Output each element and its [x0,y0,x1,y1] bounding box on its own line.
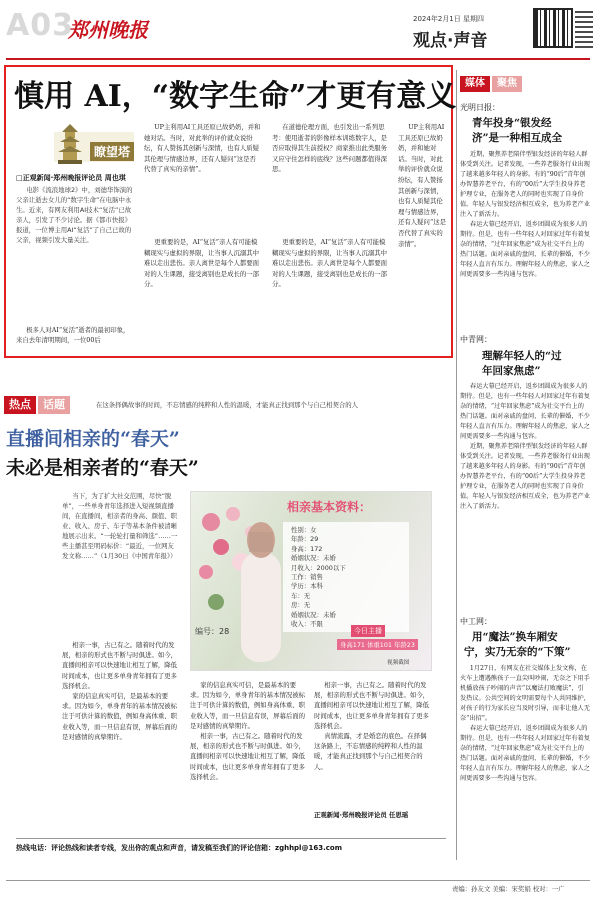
card-field: 房：无 [291,601,311,610]
card-stats: 身高171 体重101 年龄23 [337,639,418,650]
hot-headline-1: 直播间相亲的“春天” [6,428,180,450]
hot-ticker: 在这条择偶故事的时间，不忘情感的纯粹和人性的温暖，才能真正找到那个与自己相契合的人 [96,401,359,409]
hot-col-a-text-2: 家的信息真实可信，是最基本的要求。因为如今，单身青年的基本情况被标注于可供计算的数值，例如身高体重、职业收入等，而一旦信息有误，屏幕后面的是对感情的真挚期许。 [62,692,178,741]
sidebar-head-3b: 宁，实乃无奈的“下策” [464,646,571,658]
lead-col-2 [144,122,262,175]
column-name: 瞭望塔 [90,142,134,161]
card-field: 性别：女 [291,526,317,534]
card-field: 婚姻状况：未婚 [291,610,336,619]
hot-col-c-text: 相亲一事，古已有之。随着时代的发展，相亲的形式也不断与时俱进。如今，直播间相亲可以快速地让相互了解，降低时间成本，也让更多单身青年拥有了更多选择机会。 [314,681,430,730]
hot-col-b-text-2: 相亲一事，古已有之。随着时代的发展，相亲的形式也不断与时俱进。如今，直播间相亲可以快速地让相互了解，降低时间成本，也让更多单身青年拥有了更多选择机会。 [190,732,306,781]
card-field: 身高：172 [291,544,323,553]
hot-col-c [314,680,432,772]
qr-code-2 [575,8,593,48]
qr-code [533,8,573,48]
sidebar-divider [456,70,457,860]
card-title: 相亲基本资料： [287,500,372,514]
footer-hotline: 热线电话：评论热线和读者专线，发出你的观点和声音，请发稿至我们的评论信箱：zghhpl@163.com [16,838,446,853]
sidebar-body-1 [460,150,590,280]
page-code: A03 [6,8,74,43]
card-number: 编号：28 [195,627,230,636]
source-2: 中青网： [460,335,492,344]
lead-col-6 [398,122,448,249]
lead-article [4,65,457,358]
sidebar-body-1-text-2: 春运大幕已经开启，返乡团圆成为很多人的期待。但是，也有一些年轻人对回家过年有着复杂的情绪，“过年回家焦虑”成为社交平台上的热门话题。面对亲戚的盘问、长辈的催婚，不少年轻人直言有压力。理解年轻人的焦虑，家人之间更需要多一些沟通与包容。 [460,221,590,278]
media-tag-right: 聚焦 [492,76,522,92]
hot-col-a-text: 相亲一事，古已有之。随着时代的发展，相亲的形式也不断与时俱进。如今，直播间相亲可以快速地让相互了解，降低时间成本，也让更多单身青年拥有了更多选择机会。 [62,641,178,690]
card-field: 婚姻状况：未婚 [291,554,336,563]
issue-date: 2024年2月1日 星期四 [413,15,484,23]
masthead-rule [6,58,590,60]
live-host-label: 今日主播 [351,625,385,637]
sidebar-body-3-text: 1月27日，有网友在社交媒体上发文称，在火车上遭遇熊孩子一直尖叫吵闹，无奈之下用手机播放孩子吵闹的声音“以魔法打败魔法”，引发热议。公共空间的文明需要每个人共同维护，对孩子的行为家长应当及时引导，而非让他人无奈“出招”。 [460,665,590,722]
sidebar-head-2a: 理解年轻人的“过 [482,350,562,362]
photo-credit: 视频截图 [387,660,410,666]
card-field: 车：无 [291,591,311,600]
hot-tag-left: 热点 [4,396,36,414]
card-field: 月收入：2000以下 [291,563,346,572]
hot-col-c-text-2: 真情流露，才是婚恋的底色。在择偶这条路上，不忘情感的纯粹和人性的温暖，才能真正找到那个与自己相契合的人。 [314,732,427,771]
sidebar-body-1-text: 近期，聚焦养老陪伴型银发经济的年轻人群体受到关注。记者发现，一些养老服务行业出现了越来越多年轻人的身影。有的“90后”青年创办智慧养老平台，有的“00后”大学生投身养老护理专业，在服务老人的同时也实现了自身价值。年轻人与银发经济相互成全，也为养老产业注入了新活力。 [460,151,590,218]
screenshot-photo [190,491,432,671]
sidebar-body-2-text-2: 近期，聚焦养老陪伴型银发经济的年轻人群体受到关注。记者发现，一些养老服务行业出现了越来越多年轻人的身影。有的“90后”青年创办智慧养老平台，有的“00后”大学生投身养老护理专业，在服务老人的同时也实现了自身价值。年轻人与银发经济相互成全，也为养老产业注入了新活力。 [460,443,590,510]
lead-col-3-text: 更重要的是，AI“复活”亲人有可能模糊现实与虚拟的界限，让当事人沉溺其中难以走出悲伤。亲人离世是每个人都要面对的人生课题，接受离别也是成长的一部分。 [144,238,260,289]
sidebar-head-2b: 年回家焦虑” [482,365,541,377]
lead-col-1b-text: 极多人对AI“复活”逝者的最初印象，来自去年清明期间，一位00后 [16,326,130,344]
hot-col-a [62,640,180,742]
paper-name: 郑州晚报 [68,18,148,42]
hot-tag-right: 话题 [38,396,70,414]
card-field: 学历：本科 [291,582,323,591]
source-3: 中工网： [460,617,492,626]
source-1: 光明日报： [460,103,500,112]
masthead [0,0,596,60]
lead-byline: □正观新闻·郑州晚报评论员 周也琪 [16,174,126,182]
lead-col-4-text: 在道德伦理方面，也引发出一系列思考：使用逝者的影像样本训练数字人，是否应取得其生前授权？商家推出此类服务又应守住怎样的底线？这些问题都值得深思。 [272,123,388,174]
sidebar [460,72,592,852]
media-tag-left: 媒体 [460,76,490,92]
profile-card [283,500,409,632]
hot-headline-2: 未必是相亲者的“春天” [6,457,199,479]
lead-col-2-text: UP主利用AI工具还原已故奶奶，并和她对话。当时，对此举的评价就众说纷纭，有人赞扬其创新与深情，也有人质疑其伦理与情感边界，还有人疑问“这是否代替了真实的亲情”。 [144,123,261,174]
sidebar-body-3 [460,664,590,784]
lead-col-5-text: 更重要的是，AI“复活”亲人有可能模糊现实与虚拟的界限，让当事人沉溺其中难以走出悲伤。亲人离世是每个人都要面对的人生课题，接受离别也是成长的一部分。 [272,238,388,289]
card-fields [291,526,346,629]
hot-col-b [190,680,308,782]
lead-col-3 [144,237,262,290]
lead-col-6-text: UP主利用AI工具还原已故奶奶，并和她对话。当时，对此举的评价就众说纷纭，有人赞扬其创新与深情，也有人质疑其伦理与情感边界，还有人疑问“这是否代替了真实的亲情”。 [398,123,447,248]
lead-col-1 [16,185,134,245]
lead-col-1b [16,325,134,345]
card-field: 年龄：29 [291,535,319,544]
hot-byline: 正观新闻·郑州晚报评论员 任思瑶 [314,811,409,819]
sidebar-head-3a: 用“魔法”换车厢安 [472,631,558,643]
lead-col-1-text: 电影《流浪地球2》中，刘德华饰演的父亲让逝去女儿的“数字生命”在电脑中永生。近来，有网友利用AI技术“复活”已故亲人，引发了不少讨论。据《都市快报》报道，一位博主用AI“复活”了自己已故的父亲，视频引发大量关注。 [16,186,133,244]
hot-col-b-text: 家的信息真实可信，是最基本的要求。因为如今，单身青年的基本情况被标注于可供计算的数值，例如身高体重、职业收入等，而一旦信息有误，屏幕后面的是对感情的真挚期许。 [190,681,306,730]
sidebar-head-1a: 青年投身“银发经 [472,117,552,129]
sidebar-body-2 [460,382,590,512]
sidebar-head-1b: 济”是一种相互成全 [472,132,563,144]
card-field: 收入：不限 [291,620,323,629]
lead-col-4 [272,122,390,175]
hot-intro [62,491,180,561]
hot-intro-text: 当下，为了扩大社交范围，尽快“脱单”，一些单身青年选择进入短视频直播间，在直播间，相亲者的身高、颜值、职业、收入、房子、车子等基本条件被清晰地展示出来。“一轮轮打量和筛选”……一些主播甚至明码标价：“最近，一位网友发文称……”（1月30日《中国青年报》） [62,492,178,560]
footer-rule [6,880,590,881]
card-field: 工作：销售 [291,573,323,582]
credits: 责编：孙友文 美编：宋奖娟 校对：一广 [452,885,565,893]
lead-col-5 [272,237,390,290]
sidebar-body-2-text: 春运大幕已经开启，返乡团圆成为很多人的期待。但是，也有一些年轻人对回家过年有着复杂的情绪，“过年回家焦虑”成为社交平台上的热门话题。面对亲戚的盘问、长辈的催婚，不少年轻人直言有压力。理解年轻人的焦虑，家人之间更需要多一些沟通与包容。 [460,383,590,440]
lead-headline: 慎用 AI，“数字生命”才更有意义 [14,79,457,114]
section-name: 观点·声音 [413,31,488,51]
hot-topic-bar [4,396,453,414]
sidebar-body-3-text-2: 春运大幕已经开启，返乡团圆成为很多人的期待。但是，也有一些年轻人对回家过年有着复杂的情绪，“过年回家焦虑”成为社交平台上的热门话题。面对亲戚的盘问、长辈的催婚，不少年轻人直言有压力。理解年轻人的焦虑，家人之间更需要多一些沟通与包容。 [460,725,590,782]
